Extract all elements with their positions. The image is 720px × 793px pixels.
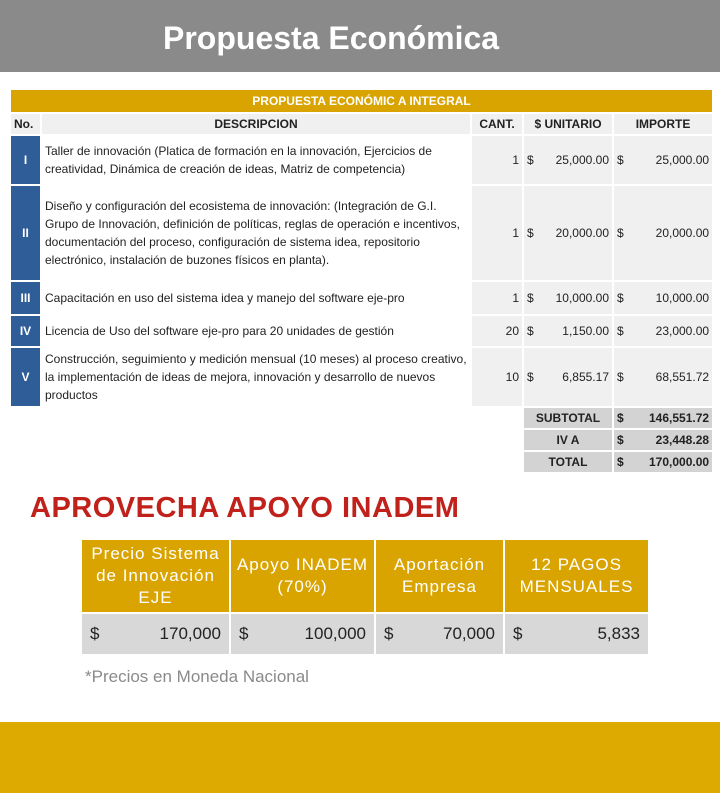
support-values-row bbox=[82, 614, 648, 654]
unit-price-value: 25,000.00 bbox=[555, 153, 609, 167]
iva-label: IV A bbox=[524, 430, 612, 450]
header-inadem-support: Apoyo INADEM (70%) bbox=[231, 540, 374, 612]
system-price-value: 170,000 bbox=[159, 624, 221, 643]
inadem-support-value: 100,000 bbox=[304, 624, 366, 643]
page-title: Propuesta Económica bbox=[163, 20, 500, 56]
currency-sign: $ bbox=[617, 433, 624, 447]
monthly-payment-cell bbox=[505, 614, 648, 654]
proposal-title-row bbox=[11, 90, 712, 112]
row-quantity: 10 bbox=[472, 348, 522, 406]
row-quantity: 1 bbox=[472, 282, 522, 314]
monthly-payment-value: 5,833 bbox=[597, 624, 640, 643]
proposal-title: PROPUESTA ECONÓMIC A INTEGRAL bbox=[11, 90, 712, 112]
row-number: V bbox=[11, 348, 40, 406]
row-unit-price bbox=[524, 316, 612, 346]
amount-value: 25,000.00 bbox=[655, 153, 710, 167]
row-number: II bbox=[11, 186, 40, 280]
currency-sign: $ bbox=[617, 153, 624, 167]
amount-value: 23,000.00 bbox=[655, 324, 710, 338]
row-unit-price bbox=[524, 282, 612, 314]
currency-sign: $ bbox=[527, 291, 534, 305]
col-header-cant: CANT. bbox=[472, 114, 522, 134]
row-unit-price bbox=[524, 186, 612, 280]
unit-price-value: 20,000.00 bbox=[555, 226, 609, 240]
row-amount bbox=[614, 316, 712, 346]
currency-sign: $ bbox=[527, 226, 534, 240]
col-header-no: No. bbox=[11, 114, 40, 134]
total-row bbox=[11, 452, 712, 472]
iva-row bbox=[11, 430, 712, 450]
currency-sign: $ bbox=[617, 291, 624, 305]
currency-sign: $ bbox=[527, 370, 534, 384]
currency-sign: $ bbox=[617, 370, 624, 384]
row-description: Licencia de Uso del software eje-pro para 20 unidades de gestión bbox=[42, 316, 470, 346]
table-row bbox=[11, 316, 712, 346]
inadem-support-cell bbox=[231, 614, 374, 654]
table-row bbox=[11, 136, 712, 184]
currency-sign: $ bbox=[384, 624, 394, 643]
header-monthly-payments: 12 PAGOS MENSUALES bbox=[505, 540, 648, 612]
amount-value: 20,000.00 bbox=[655, 226, 710, 240]
table-row bbox=[11, 186, 712, 280]
company-contribution-value: 70,000 bbox=[443, 624, 495, 643]
proposal-table bbox=[9, 88, 714, 474]
row-number: III bbox=[11, 282, 40, 314]
subtotal-label: SUBTOTAL bbox=[524, 408, 612, 428]
table-row bbox=[11, 348, 712, 406]
row-description: Taller de innovación (Platica de formación en la innovación, Ejercicios de creatividad, Dinámica de creación de ideas, Matriz de competencia) bbox=[42, 136, 470, 184]
currency-sign: $ bbox=[617, 455, 624, 469]
support-header-row bbox=[82, 540, 648, 612]
company-contribution-cell bbox=[376, 614, 503, 654]
header-system-price: Precio Sistema de Innovación EJE bbox=[82, 540, 229, 612]
currency-sign: $ bbox=[513, 624, 523, 643]
currency-sign: $ bbox=[239, 624, 249, 643]
header-company-contribution: Aportación Empresa bbox=[376, 540, 503, 612]
currency-sign: $ bbox=[527, 153, 534, 167]
unit-price-value: 10,000.00 bbox=[555, 291, 609, 305]
row-description: Capacitación en uso del sistema idea y manejo del software eje-pro bbox=[42, 282, 470, 314]
currency-sign: $ bbox=[617, 324, 624, 338]
system-price-cell bbox=[82, 614, 229, 654]
inadem-support-table bbox=[80, 538, 650, 656]
row-quantity: 20 bbox=[472, 316, 522, 346]
total-label: TOTAL bbox=[524, 452, 612, 472]
amount-value: 10,000.00 bbox=[655, 291, 710, 305]
promo-title: APROVECHA APOYO INADEM bbox=[30, 492, 460, 524]
row-number: IV bbox=[11, 316, 40, 346]
unit-price-value: 6,855.17 bbox=[562, 370, 609, 384]
currency-note: *Precios en Moneda Nacional bbox=[85, 667, 309, 686]
col-header-descripcion: DESCRIPCION bbox=[42, 114, 470, 134]
row-number: I bbox=[11, 136, 40, 184]
row-quantity: 1 bbox=[472, 186, 522, 280]
subtotal-value: $ 146,551.72 bbox=[614, 408, 712, 428]
row-amount bbox=[614, 136, 712, 184]
subtotal-row bbox=[11, 408, 712, 428]
row-description: Construcción, seguimiento y medición mensual (10 meses) al proceso creativo, la implementación de ideas de mejora, innovación y desarrollo de nuevos productos bbox=[42, 348, 470, 406]
iva-value: $ 23,448.28 bbox=[614, 430, 712, 450]
currency-sign: $ bbox=[617, 411, 624, 425]
unit-price-value: 1,150.00 bbox=[562, 324, 609, 338]
table-row bbox=[11, 282, 712, 314]
row-amount bbox=[614, 186, 712, 280]
footer-bar bbox=[0, 722, 720, 793]
currency-sign: $ bbox=[90, 624, 100, 643]
row-unit-price bbox=[524, 348, 612, 406]
header-bar bbox=[0, 0, 720, 72]
row-quantity: 1 bbox=[472, 136, 522, 184]
row-amount bbox=[614, 348, 712, 406]
currency-sign: $ bbox=[617, 226, 624, 240]
total-value: $ 170,000.00 bbox=[614, 452, 712, 472]
col-header-importe: IMPORTE bbox=[614, 114, 712, 134]
row-amount bbox=[614, 282, 712, 314]
row-unit-price bbox=[524, 136, 612, 184]
proposal-header-row bbox=[11, 114, 712, 134]
amount-value: 68,551.72 bbox=[655, 370, 710, 384]
col-header-unitario: $ UNITARIO bbox=[524, 114, 612, 134]
currency-sign: $ bbox=[527, 324, 534, 338]
row-description: Diseño y configuración del ecosistema de innovación: (Integración de G.I. Grupo de Innovación, definición de políticas, reglas de operación e incentivos, documentación del proceso, configuración de sistema idea, repositorio electrónico, instalación de buzones físicos en planta). bbox=[42, 186, 470, 280]
